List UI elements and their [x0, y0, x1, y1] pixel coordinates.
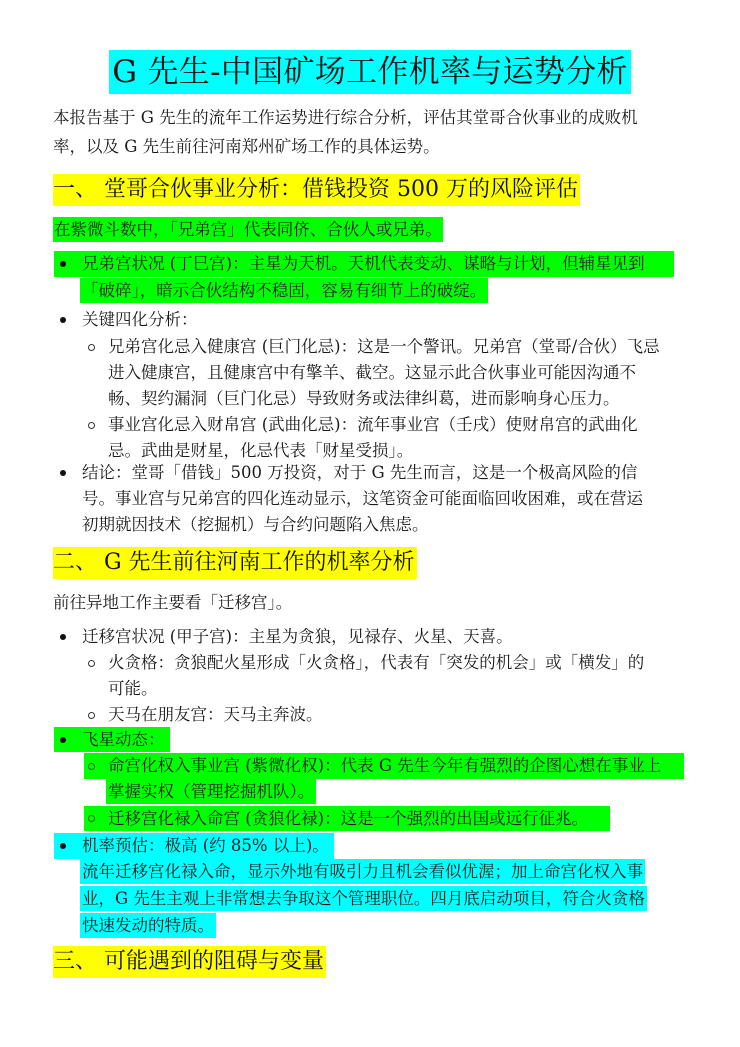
bullet-dot-icon — [60, 317, 66, 323]
bullet-circle-icon — [88, 660, 95, 667]
sub-bullet-text: 可能。 — [108, 679, 158, 698]
bullet-text: 结论：堂哥「借钱」500 万投资，对于 G 先生而言，这是一个极高风险的信 — [82, 463, 638, 482]
section1-lead: 在紫微斗数中，「兄弟宫」代表同侪、合伙人或兄弟。 — [53, 217, 443, 242]
bullet-text: 飞星动态： — [82, 730, 165, 749]
sub-bullet-text: 火贪格：贪狼配火星形成「火贪格」，代表有「突发的机会」或「横发」的 — [108, 653, 645, 672]
bullet-circle-icon — [88, 815, 95, 822]
bullet-circle-icon — [88, 712, 95, 719]
title-wrap — [0, 50, 740, 94]
document-title: G 先生-中国矿场工作机率与运势分析 — [109, 50, 631, 94]
sub-bullet-text: 忌。武曲是财星，化忌代表「财星受损」。 — [108, 441, 414, 460]
intro-line: 本报告基于 G 先生的流年工作运势进行综合分析，评估其堂哥合伙事业的成败机 — [53, 108, 638, 127]
intro-line: 率，以及 G 先生前往河南郑州矿场工作的具体运势。 — [53, 137, 440, 156]
sub-bullet-text: 掌握实权（管理挖掘机队）。 — [106, 779, 316, 804]
bullet-dot-icon — [60, 261, 66, 267]
bullet-text: 初期就因技术（挖掘机）与合约问题陷入焦虑。 — [82, 515, 429, 534]
detail-text: 快速发动的特质。 — [80, 913, 216, 938]
sub-bullet-text: 天马在朋友宫：天马主奔波。 — [108, 705, 323, 724]
bullet-dot-icon — [60, 634, 66, 640]
bullet-circle-icon — [88, 763, 95, 770]
bullet-circle-icon — [88, 344, 95, 351]
sub-bullet-text: 进入健康宫，且健康宫中有擎羊、截空。这显示此合伙事业可能因沟通不 — [108, 363, 636, 382]
bullet-text: 兄弟宫状况 (丁巳宫)：主星为天机。天机代表变动、谋略与计划，但辅星见到 — [82, 254, 645, 273]
sub-bullet-text: 迁移宫化禄入命宫 (贪狼化禄)：这是一个强烈的出国或远行征兆。 — [108, 809, 589, 828]
bullet-dot-icon — [60, 843, 66, 849]
bullet-dot-icon — [60, 737, 66, 743]
bullet-text: 号。事业宫与兄弟宫的四化连动显示，这笔资金可能面临回收困难，或在营运 — [82, 489, 643, 508]
intro-paragraph — [53, 103, 693, 161]
sub-bullet-text: 命宫化权入事业宫 (紫微化权)：代表 G 先生今年有强烈的企图心想在事业上 — [108, 756, 662, 775]
bullet-text: 「破碎」，暗示合伙结构不稳固，容易有细节上的破绽。 — [80, 278, 488, 303]
bullet-dot-icon — [60, 470, 66, 476]
bullet-text: 机率预估：极高 (约 85% 以上)。 — [82, 836, 329, 855]
detail-text: 业，G 先生主观上非常想去争取这个管理职位。四月底启动项目，符合火贪格 — [80, 886, 647, 911]
sub-bullet-text: 畅、契约漏洞（巨门化忌）导致财务或法律纠葛，进而影响身心压力。 — [108, 389, 620, 408]
section-heading-2: 二、 G 先生前往河南工作的机率分析 — [53, 547, 417, 579]
bullet-text: 迁移宫状况 (甲子宫)：主星为贪狼，见禄存、火星、天喜。 — [82, 627, 513, 646]
sub-bullet-text: 事业宫化忌入财帛宫 (武曲化忌)：流年事业宫（壬戌）使财帛宫的武曲化 — [108, 415, 638, 434]
section-heading-3: 三、 可能遇到的阻碍与变量 — [53, 946, 326, 978]
sub-bullet-text: 兄弟宫化忌入健康宫 (巨门化忌)：这是一个警讯。兄弟宫（堂哥/合伙）飞忌 — [108, 337, 660, 356]
section-heading-1: 一、 堂哥合伙事业分析：借钱投资 500 万的风险评估 — [53, 174, 580, 206]
bullet-text: 关键四化分析： — [82, 310, 198, 329]
bullet-circle-icon — [88, 422, 95, 429]
section2-lead: 前往异地工作主要看「迁移宫」。 — [53, 593, 293, 612]
detail-text: 流年迁移宫化禄入命，显示外地有吸引力且机会看似优渥；加上命宫化权入事 — [80, 859, 645, 884]
